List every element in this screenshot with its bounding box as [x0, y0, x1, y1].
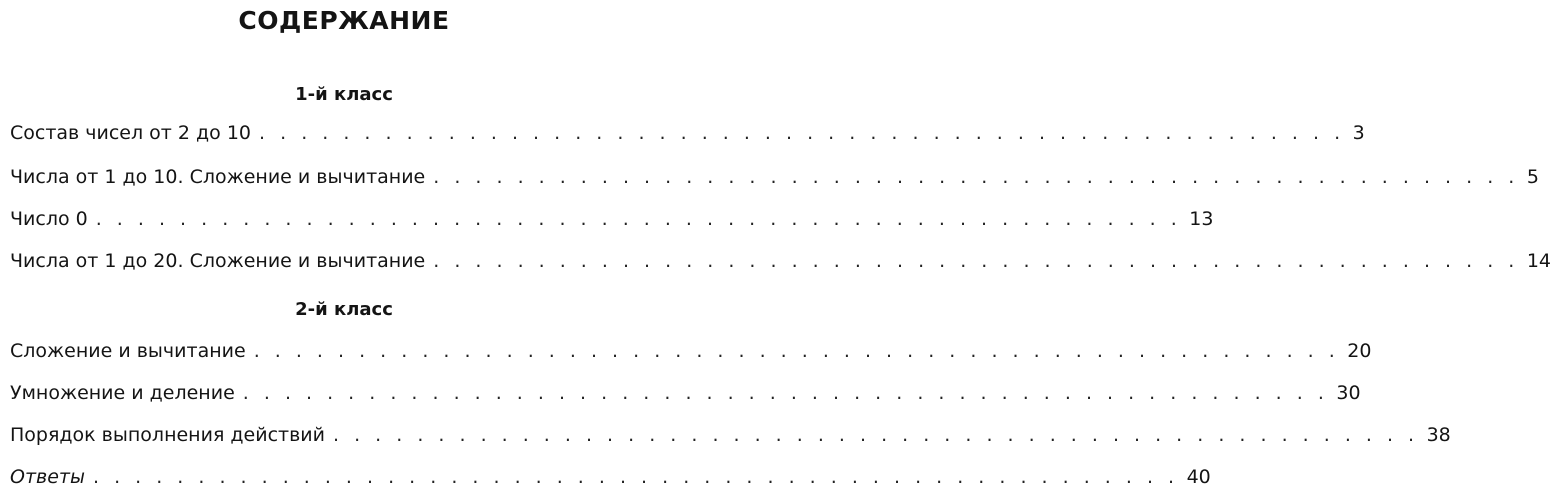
toc-entry[interactable] [10, 166, 1539, 188]
dot-leader: . . . . . . . . . . . . . . . . . . . . . . . . . . . . . . . . . . . . . . . . . . . . . . . . . . . . [95, 208, 1182, 230]
toc-entry[interactable] [10, 340, 1372, 362]
toc-entry[interactable] [10, 208, 1214, 230]
toc-entry[interactable] [10, 424, 1451, 446]
toc-entry-page-number: 40 [1186, 466, 1211, 488]
toc-entry-title: Порядок выполнения действий [10, 424, 326, 446]
dot-leader: . . . . . . . . . . . . . . . . . . . . . . . . . . . . . . . . . . . . . . . . . . . . . . . . . . . . [242, 382, 1329, 404]
toc-entry-title: Состав чисел от 2 до 10 [10, 122, 252, 144]
toc-entry[interactable] [10, 250, 1551, 272]
toc-entry-title: Числа от 1 до 10. Сложение и вычитание [10, 166, 426, 188]
toc-entry-page-number: 14 [1526, 250, 1551, 272]
toc-entry-title: Числа от 1 до 20. Сложение и вычитание [10, 250, 426, 272]
section-heading-grade-1: 1-й класс [295, 84, 393, 105]
toc-entry-answers[interactable] [10, 466, 1211, 488]
dot-leader: . . . . . . . . . . . . . . . . . . . . . . . . . . . . . . . . . . . . . . . . . . . . . . . . . . . . [333, 424, 1419, 446]
toc-entry-page-number: 30 [1336, 382, 1361, 404]
toc-entry-title: Число 0 [10, 208, 88, 230]
dot-leader: . . . . . . . . . . . . . . . . . . . . . . . . . . . . . . . . . . . . . . . . . . . . . . . . . . . . [433, 166, 1519, 188]
section-heading-grade-2: 2-й класс [295, 299, 393, 320]
page-title: СОДЕРЖАНИЕ [238, 6, 450, 35]
toc-entry-page-number: 13 [1189, 208, 1214, 230]
toc-entry-title: Умножение и деление [10, 382, 235, 404]
toc-entry[interactable] [10, 122, 1365, 144]
toc-entry-title: Ответы [10, 466, 85, 488]
toc-entry-page-number: 38 [1426, 424, 1451, 446]
toc-entry[interactable] [10, 382, 1361, 404]
dot-leader: . . . . . . . . . . . . . . . . . . . . . . . . . . . . . . . . . . . . . . . . . . . . . . . . . . . . [92, 466, 1179, 488]
toc-entry-page-number: 5 [1526, 166, 1539, 188]
dot-leader: . . . . . . . . . . . . . . . . . . . . . . . . . . . . . . . . . . . . . . . . . . . . . . . . . . . . [433, 250, 1519, 272]
dot-leader: . . . . . . . . . . . . . . . . . . . . . . . . . . . . . . . . . . . . . . . . . . . . . . . . . . . . [253, 340, 1340, 362]
toc-entry-title: Сложение и вычитание [10, 340, 246, 362]
toc-entry-page-number: 3 [1352, 122, 1365, 144]
toc-entry-page-number: 20 [1347, 340, 1372, 362]
dot-leader: . . . . . . . . . . . . . . . . . . . . . . . . . . . . . . . . . . . . . . . . . . . . . . . . . . . . [259, 122, 1345, 144]
